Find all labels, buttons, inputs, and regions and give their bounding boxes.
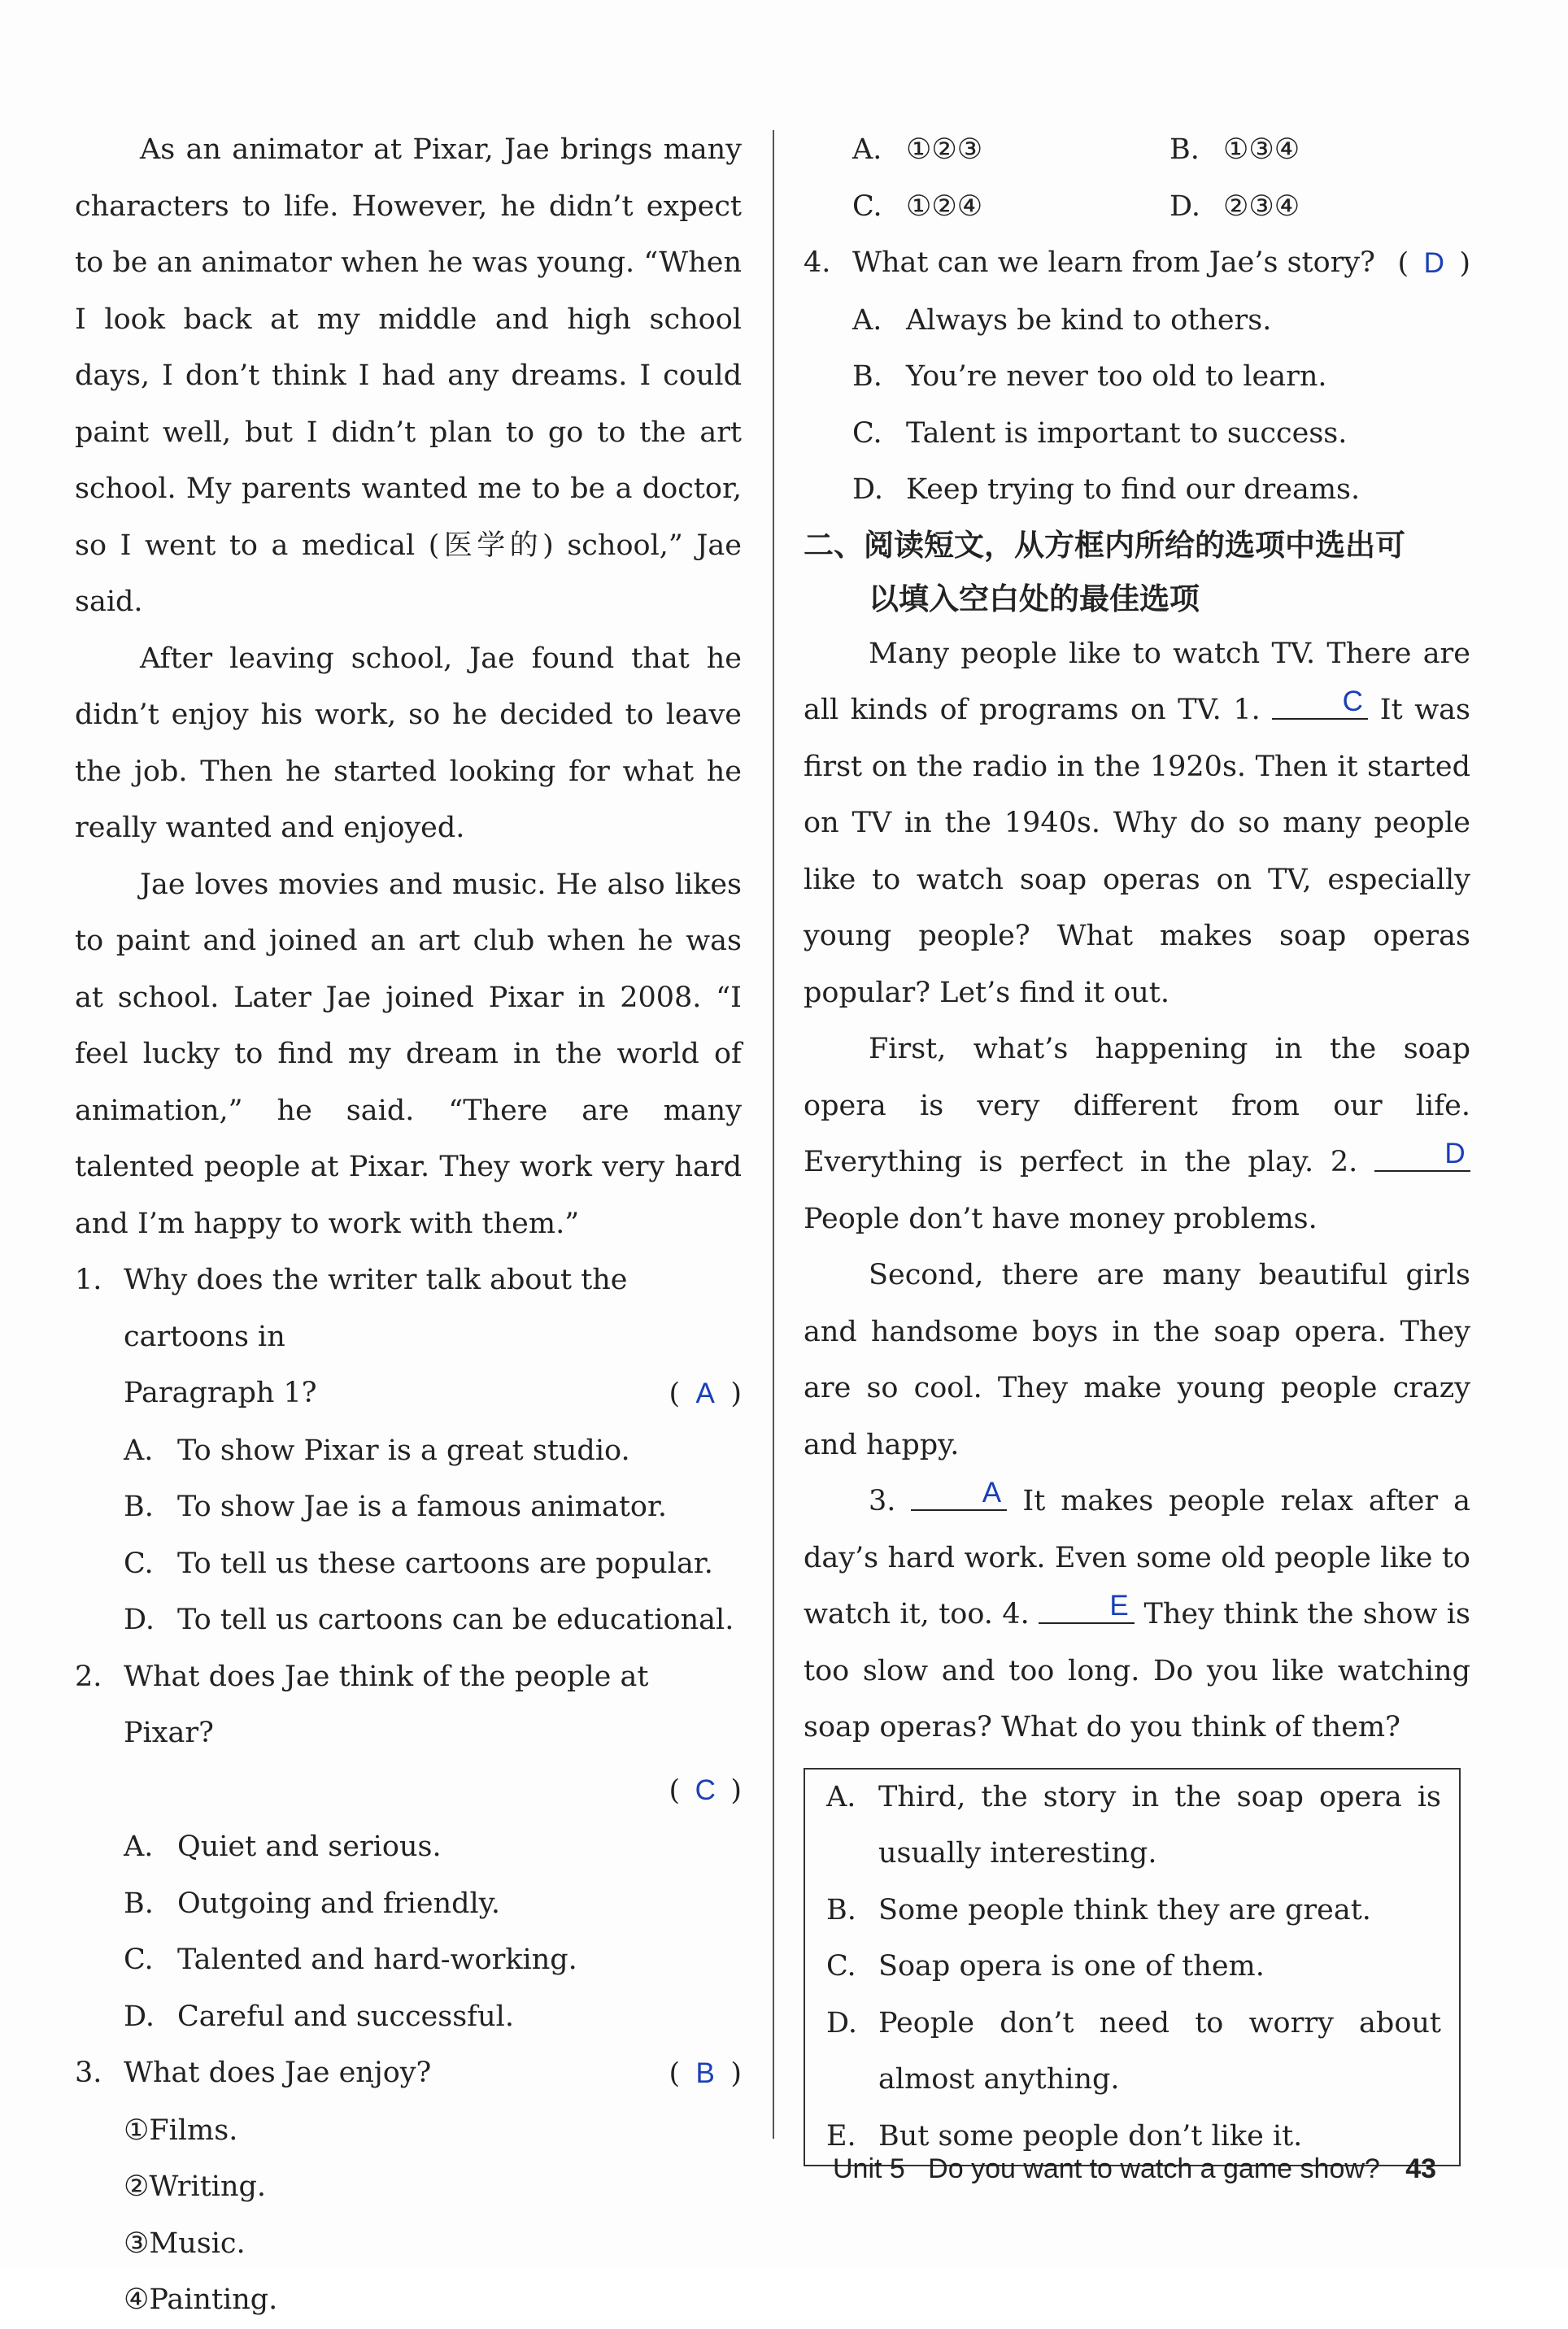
list-item: ②Writing. — [124, 2170, 267, 2203]
option-text: To show Jae is a famous animator. — [177, 1491, 668, 1523]
question-text-cont: Paragraph 1? — [124, 1377, 317, 1409]
blank-3: A — [911, 1477, 1007, 1511]
option-letter: C. — [852, 416, 882, 450]
list-item: ④Painting. — [124, 2283, 278, 2316]
option-text: ①③④ — [1223, 133, 1300, 166]
box-option-a — [826, 1770, 1441, 1883]
option-letter: D. — [124, 2000, 155, 2033]
option-letter: B. — [124, 1887, 154, 1920]
option-c — [75, 1536, 742, 1593]
passage-paragraph-3: Jae loves movies and music. He also likes to paint and joined an art club when he was at school. Later Jae joined Pixar in 2008. “I feel lucky to find my dream in the world of animation,” he said. “There are many talented people at Pixar. They work very hard and I’m happy to work with them.” — [75, 868, 742, 1240]
option-letter: C. — [124, 1944, 154, 1976]
option-a — [852, 122, 1169, 179]
option-letter: A. — [124, 1831, 154, 1863]
cloze-paragraph-3: Second, there are many beautiful girls and handsome boys in the soap opera. They are so cool. They make young people crazy and happy. — [804, 1259, 1470, 1461]
option-text: To show Pixar is a great studio. — [177, 1434, 630, 1467]
option-text: Careful and successful. — [177, 2000, 515, 2033]
answer-value: A — [695, 1378, 715, 1409]
option-letter: B. — [124, 1491, 154, 1523]
question-number: 3. — [75, 2057, 102, 2089]
blank-2: D — [1374, 1138, 1470, 1172]
option-d — [75, 1989, 742, 2046]
option-text: Soap opera is one of them. — [878, 1950, 1265, 1983]
option-b — [75, 1479, 742, 1536]
question-1-line-2 — [75, 1365, 742, 1423]
blank-number: 3. — [869, 1485, 896, 1517]
question-3-options — [804, 122, 1470, 235]
answer-paren: ( D ) — [1397, 235, 1470, 293]
option-letter: D. — [852, 473, 883, 506]
blank-4: E — [1039, 1590, 1135, 1624]
option-b — [75, 1876, 742, 1933]
question-2 — [75, 1649, 742, 1762]
page-footer — [833, 2153, 1436, 2185]
box-option-b — [826, 1883, 1441, 1939]
option-text: To tell us cartoons can be educational. — [177, 1604, 734, 1636]
option-text: ①②③ — [906, 133, 983, 166]
passage-paragraph-1: As an animator at Pixar, Jae brings many characters to life. However, he didn’t expect to be an animator when he was young. “When I look back at my middle and high school days, I don’t think I had any dreams. I could paint well, but I didn’t plan to go to the art school. My parents wanted me to be a doctor, so I went to a medical (医学的) school,” Jae said. — [75, 133, 742, 618]
section-title-line-1: 二、阅读短文，从方框内所给的选项中选出可 — [804, 527, 1405, 563]
question-2-answer-line — [75, 1762, 742, 1820]
answer-value: B — [695, 2057, 715, 2089]
option-letter: A. — [826, 1780, 856, 1813]
page-number: 43 — [1405, 2153, 1437, 2184]
option-text: ①②④ — [906, 189, 983, 223]
question-number: 4. — [804, 246, 831, 279]
question-number: 2. — [75, 1660, 102, 1693]
option-b — [804, 349, 1470, 406]
cloze-text: First, what’s happening in the soap opera is very different from our life. Everything is perfect in the play. 2. — [804, 1033, 1470, 1178]
question-3-items — [75, 2103, 742, 2329]
option-d — [804, 462, 1470, 519]
option-text: Keep trying to find our dreams. — [906, 473, 1361, 506]
option-text: ②③④ — [1223, 189, 1300, 223]
option-text: Always be kind to others. — [906, 303, 1272, 337]
option-letter: D. — [124, 1604, 155, 1636]
option-letter: C. — [852, 189, 882, 223]
cloze-text: It was first on the radio in the 1920s. Then it started on TV in the 1940s. Why do so many people like to watch soap operas on TV, especially young people? What makes soap operas popular? Let’s find it out. — [804, 694, 1470, 1009]
option-text: Some people think they are great. — [878, 1893, 1371, 1926]
option-text: Quiet and serious. — [177, 1831, 442, 1863]
option-letter: A. — [852, 303, 882, 337]
option-letter: A. — [852, 133, 882, 166]
option-text: Talent is important to success. — [906, 416, 1348, 450]
option-text: Talented and hard-working. — [177, 1944, 577, 1976]
answer-paren: ( C ) — [669, 1774, 742, 1807]
option-d — [1169, 179, 1487, 236]
list-item: ①Films. — [124, 2114, 238, 2147]
box-option-d — [826, 1996, 1441, 2109]
answer-value: D — [1423, 247, 1444, 279]
option-letter: B. — [1169, 133, 1200, 166]
cloze-paragraph-4 — [804, 1474, 1470, 1757]
question-text: What does Jae enjoy? — [124, 2057, 432, 2089]
box-option-c — [826, 1939, 1441, 1996]
question-3 — [75, 2045, 742, 2103]
cloze-text: Many people like to watch TV. There are all kinds of programs on TV. 1. — [804, 637, 1470, 726]
cloze-text: They think the show is too slow and too long. Do you like watching soap operas? What do you think of them? — [804, 1598, 1470, 1743]
cloze-text: People don’t have money problems. — [804, 1202, 1318, 1235]
option-a — [75, 1819, 742, 1876]
footer-unit: Unit 5 — [833, 2153, 905, 2184]
footer-title: Do you want to watch a game show? — [928, 2153, 1380, 2184]
option-letter: D. — [1169, 189, 1200, 223]
blank-1: C — [1272, 686, 1368, 720]
question-text: What does Jae think of the people at Pixar? — [124, 1660, 649, 1749]
option-text: But some people don’t like it. — [878, 2119, 1303, 2153]
cloze-text: It makes people relax after a day’s hard work. Even some old people like to watch it, too. 4. — [804, 1485, 1470, 1630]
cloze-paragraph-1 — [804, 626, 1470, 1022]
option-letter: B. — [826, 1893, 856, 1926]
option-c — [75, 1932, 742, 1989]
option-d — [75, 1592, 742, 1649]
option-b — [1169, 122, 1487, 179]
answer-paren: ( A ) — [669, 1365, 742, 1423]
option-letter: E. — [826, 2119, 856, 2153]
answer-paren: ( B ) — [669, 2045, 742, 2103]
option-letter: C. — [124, 1547, 154, 1580]
question-1 — [75, 1252, 742, 1365]
options-box — [804, 1768, 1461, 2167]
section-title — [804, 519, 1470, 626]
section-title-line-2: 以填入空白处的最佳选项 — [869, 581, 1200, 616]
option-text: You’re never too old to learn. — [906, 360, 1327, 393]
column-divider — [773, 130, 774, 2139]
question-4 — [804, 235, 1470, 293]
passage-paragraph-2: After leaving school, Jae found that he didn’t enjoy his work, so he decided to leave the job. Then he started looking for what he really wanted and enjoyed. — [75, 642, 742, 844]
right-column — [804, 122, 1470, 2166]
option-text: Third, the story in the soap opera is usually interesting. — [878, 1780, 1441, 1870]
question-text: Why does the writer talk about the cartoons in — [124, 1264, 628, 1353]
option-text: To tell us these cartoons are popular. — [177, 1547, 713, 1580]
cloze-paragraph-2 — [804, 1021, 1470, 1247]
option-a — [75, 1423, 742, 1480]
left-column — [75, 122, 742, 2329]
option-text: Outgoing and friendly. — [177, 1887, 500, 1920]
option-c — [804, 406, 1470, 463]
answer-value: C — [695, 1774, 716, 1806]
question-number: 1. — [75, 1264, 102, 1296]
option-text: People don’t need to worry about almost anything. — [878, 2006, 1441, 2096]
option-letter: D. — [826, 2006, 857, 2040]
option-letter: C. — [826, 1950, 856, 1983]
option-c — [852, 179, 1169, 236]
option-letter: A. — [124, 1434, 154, 1467]
list-item: ③Music. — [124, 2227, 246, 2260]
question-text: What can we learn from Jae’s story? — [852, 246, 1375, 279]
option-letter: B. — [852, 360, 882, 393]
option-a — [804, 293, 1470, 350]
